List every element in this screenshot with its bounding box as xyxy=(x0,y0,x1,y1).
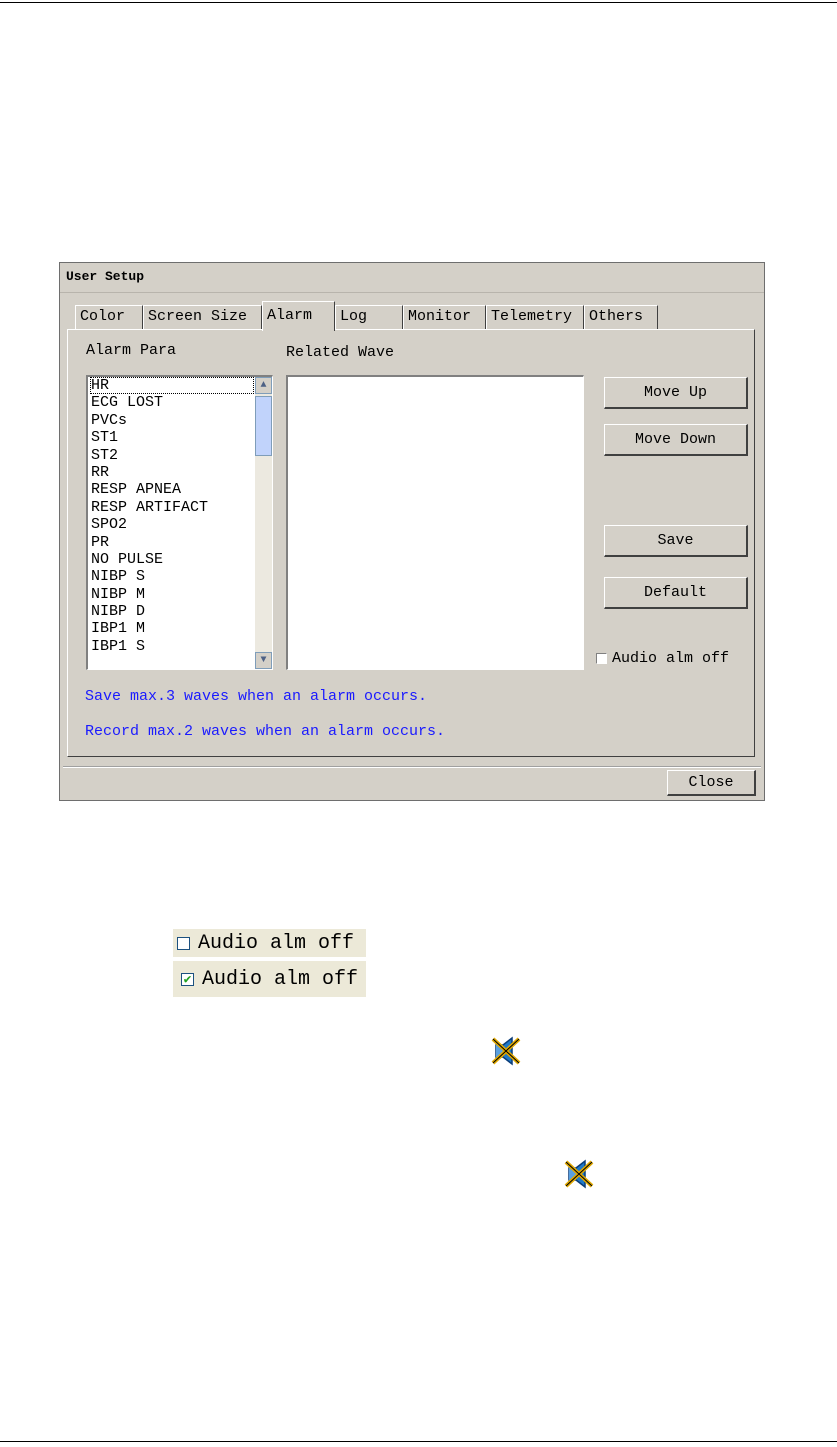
unchecked-box xyxy=(177,937,190,950)
alarm-para-item[interactable]: RR xyxy=(91,463,110,481)
alarm-para-item[interactable]: NO PULSE xyxy=(91,550,164,568)
alarm-para-list[interactable] xyxy=(86,375,273,670)
alarm-para-label: Alarm Para xyxy=(86,342,177,359)
related-wave-label: Related Wave xyxy=(286,344,395,361)
alarm-para-item[interactable]: IBP1 M xyxy=(91,620,146,638)
speaker-muted-icon xyxy=(490,1035,524,1067)
audio-alm-off-box[interactable] xyxy=(596,653,607,664)
move-down-button[interactable]: Move Down xyxy=(604,424,748,456)
alarm-para-item[interactable]: RESP APNEA xyxy=(91,481,182,499)
move-up-button[interactable]: Move Up xyxy=(604,377,748,409)
dialog-title: User Setup xyxy=(66,269,145,284)
alarm-para-item[interactable]: ST2 xyxy=(91,446,119,464)
checkbox-example-checked xyxy=(173,961,366,997)
related-wave-list[interactable] xyxy=(286,375,584,670)
scroll-thumb[interactable] xyxy=(255,396,272,456)
save-max-info: Save max.3 waves when an alarm occurs. xyxy=(85,688,428,705)
tab-others[interactable]: Others xyxy=(584,305,658,329)
alarm-para-item[interactable]: ST1 xyxy=(91,429,119,447)
tab-screen-size[interactable]: Screen Size xyxy=(143,305,262,329)
example-label-checked: Audio alm off xyxy=(202,967,359,991)
status-separator-highlight xyxy=(63,767,761,768)
scroll-up-button[interactable]: ▲ xyxy=(255,377,272,394)
tab-log[interactable]: Log xyxy=(335,305,403,329)
tab-monitor[interactable]: Monitor xyxy=(403,305,486,329)
page-bottom-rule xyxy=(0,1441,837,1442)
tab-color[interactable]: Color xyxy=(75,305,143,329)
alarm-list-scrollbar[interactable] xyxy=(255,377,272,669)
dialog-titlebar[interactable] xyxy=(60,263,764,293)
close-button[interactable]: Close xyxy=(667,770,756,796)
tab-telemetry[interactable]: Telemetry xyxy=(486,305,584,329)
alarm-para-item[interactable]: NIBP M xyxy=(91,585,146,603)
example-label-unchecked: Audio alm off xyxy=(198,931,355,955)
save-button[interactable]: Save xyxy=(604,525,748,557)
alarm-para-item[interactable]: PR xyxy=(91,533,110,551)
alarm-para-item[interactable]: SPO2 xyxy=(91,516,128,534)
record-max-info: Record max.2 waves when an alarm occurs. xyxy=(85,723,446,740)
tab-alarm[interactable]: Alarm xyxy=(262,301,335,331)
user-setup-dialog xyxy=(59,262,765,801)
alarm-para-item[interactable]: NIBP S xyxy=(91,568,146,586)
alarm-para-item[interactable]: PVCs xyxy=(91,411,128,429)
alarm-para-item[interactable]: RESP ARTIFACT xyxy=(91,498,209,516)
default-button[interactable]: Default xyxy=(604,577,748,609)
audio-alm-off-label: Audio alm off xyxy=(612,650,730,667)
page-top-rule xyxy=(0,2,837,3)
scroll-down-button[interactable]: ▼ xyxy=(255,652,272,669)
checkbox-example-unchecked xyxy=(173,929,366,957)
alarm-para-item[interactable]: IBP1 S xyxy=(91,637,146,655)
audio-alm-off-checkbox[interactable] xyxy=(596,650,729,667)
speaker-muted-icon xyxy=(563,1158,597,1190)
alarm-para-item[interactable]: HR xyxy=(90,377,254,394)
alarm-para-items xyxy=(90,377,254,655)
checked-box: ✔ xyxy=(181,973,194,986)
alarm-para-item[interactable]: NIBP D xyxy=(91,603,146,621)
alarm-para-item[interactable]: ECG LOST xyxy=(91,394,164,412)
